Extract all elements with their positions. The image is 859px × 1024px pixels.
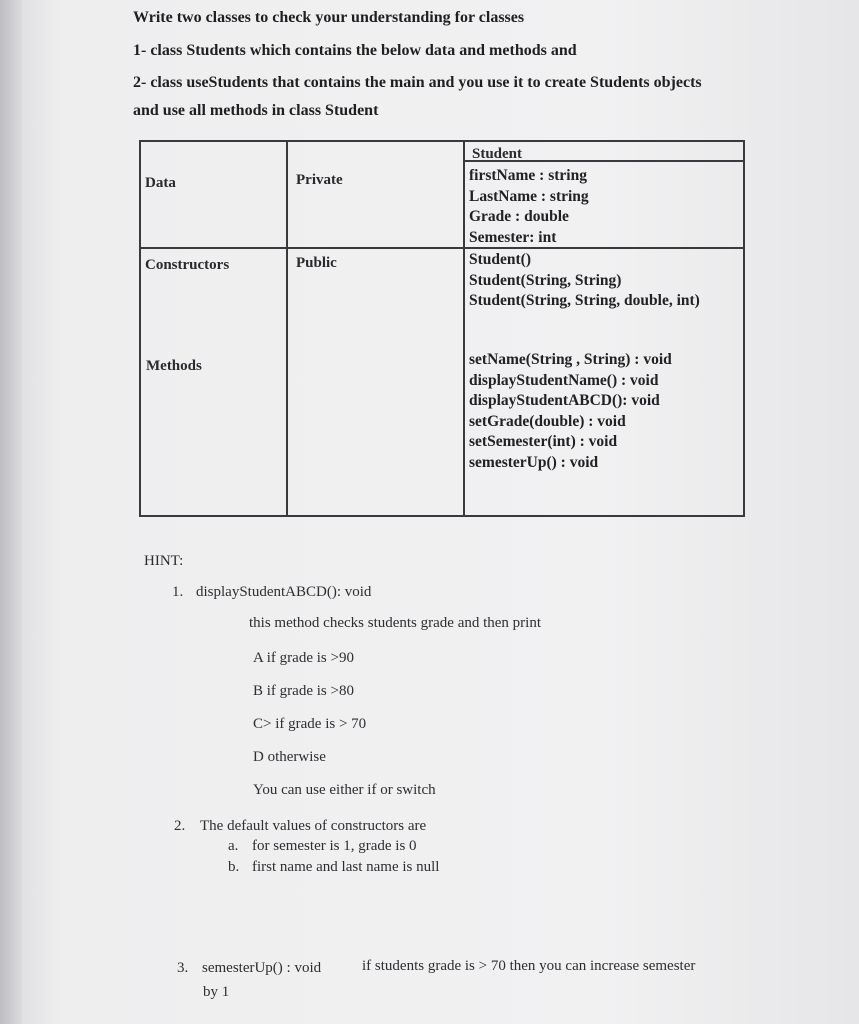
list-item: displayStudentABCD(): void	[469, 392, 660, 409]
hint-1-note: You can use either if or switch	[253, 782, 436, 798]
hint-2-number: 2.	[174, 818, 186, 834]
hint-1-method: displayStudentABCD(): void	[196, 584, 372, 600]
grade-rule-a: A if grade is >90	[253, 650, 354, 666]
hint-2-text: The default values of constructors are	[200, 818, 427, 834]
paper-shadow-edge	[0, 0, 22, 1024]
hint-1-description: this method checks students grade and then print	[249, 615, 542, 631]
hint-3-text: if students grade is > 70 then you can increase semester	[362, 958, 696, 974]
hint-2b-text: first name and last name is null	[252, 859, 440, 875]
row-category-constructors: Constructors	[145, 257, 230, 273]
instruction-line-4: and use all methods in class Student	[133, 102, 379, 119]
hint-1-number: 1.	[172, 584, 184, 600]
grade-rule-b: B if grade is >80	[253, 683, 354, 699]
hint-title: HINT:	[144, 553, 184, 569]
table-row-rule	[141, 247, 745, 249]
list-item: firstName : string	[469, 167, 587, 184]
hint-2a-text: for semester is 1, grade is 0	[252, 838, 417, 854]
list-item: setSemester(int) : void	[469, 433, 618, 450]
list-item: semesterUp() : void	[469, 453, 599, 471]
hint-3-number: 3.	[177, 960, 189, 976]
row-access-constructors: Public	[296, 255, 337, 271]
row-access-data: Private	[296, 172, 343, 188]
hint-3-method: semesterUp() : void	[202, 960, 322, 976]
class-spec-table	[139, 140, 745, 517]
row-category-data: Data	[145, 175, 176, 191]
hint-3-continuation: by 1	[203, 984, 230, 1000]
list-item: setGrade(double) : void	[469, 412, 626, 430]
list-item: LastName : string	[469, 187, 589, 205]
instruction-line-2: 1- class Students which contains the below data and methods and	[133, 42, 577, 59]
instruction-line-1: Write two classes to check your understanding for classes	[133, 9, 525, 26]
list-item: Grade : double	[469, 208, 569, 225]
grade-rule-d: D otherwise	[253, 749, 326, 765]
grade-rule-c: C> if grade is > 70	[253, 716, 367, 732]
table-divider-1	[286, 142, 288, 515]
row-category-methods: Methods	[146, 358, 202, 374]
hint-2b-marker: b.	[228, 859, 240, 875]
list-item: Semester: int	[469, 228, 557, 246]
list-item: Student()	[469, 251, 532, 268]
method-list	[469, 350, 672, 473]
list-item: Student(String, String, double, int)	[469, 292, 700, 309]
hint-2a-marker: a.	[228, 838, 239, 854]
list-item: setName(String , String) : void	[469, 351, 672, 368]
list-item: Student(String, String)	[469, 271, 622, 289]
table-divider-2	[463, 142, 465, 515]
constructor-list	[469, 250, 700, 312]
list-item: displayStudentName() : void	[469, 371, 659, 389]
class-name-header: Student	[472, 146, 523, 162]
instruction-line-3: 2- class useStudents that contains the main and you use it to create Students objects	[133, 74, 702, 91]
data-members-list	[469, 166, 589, 248]
